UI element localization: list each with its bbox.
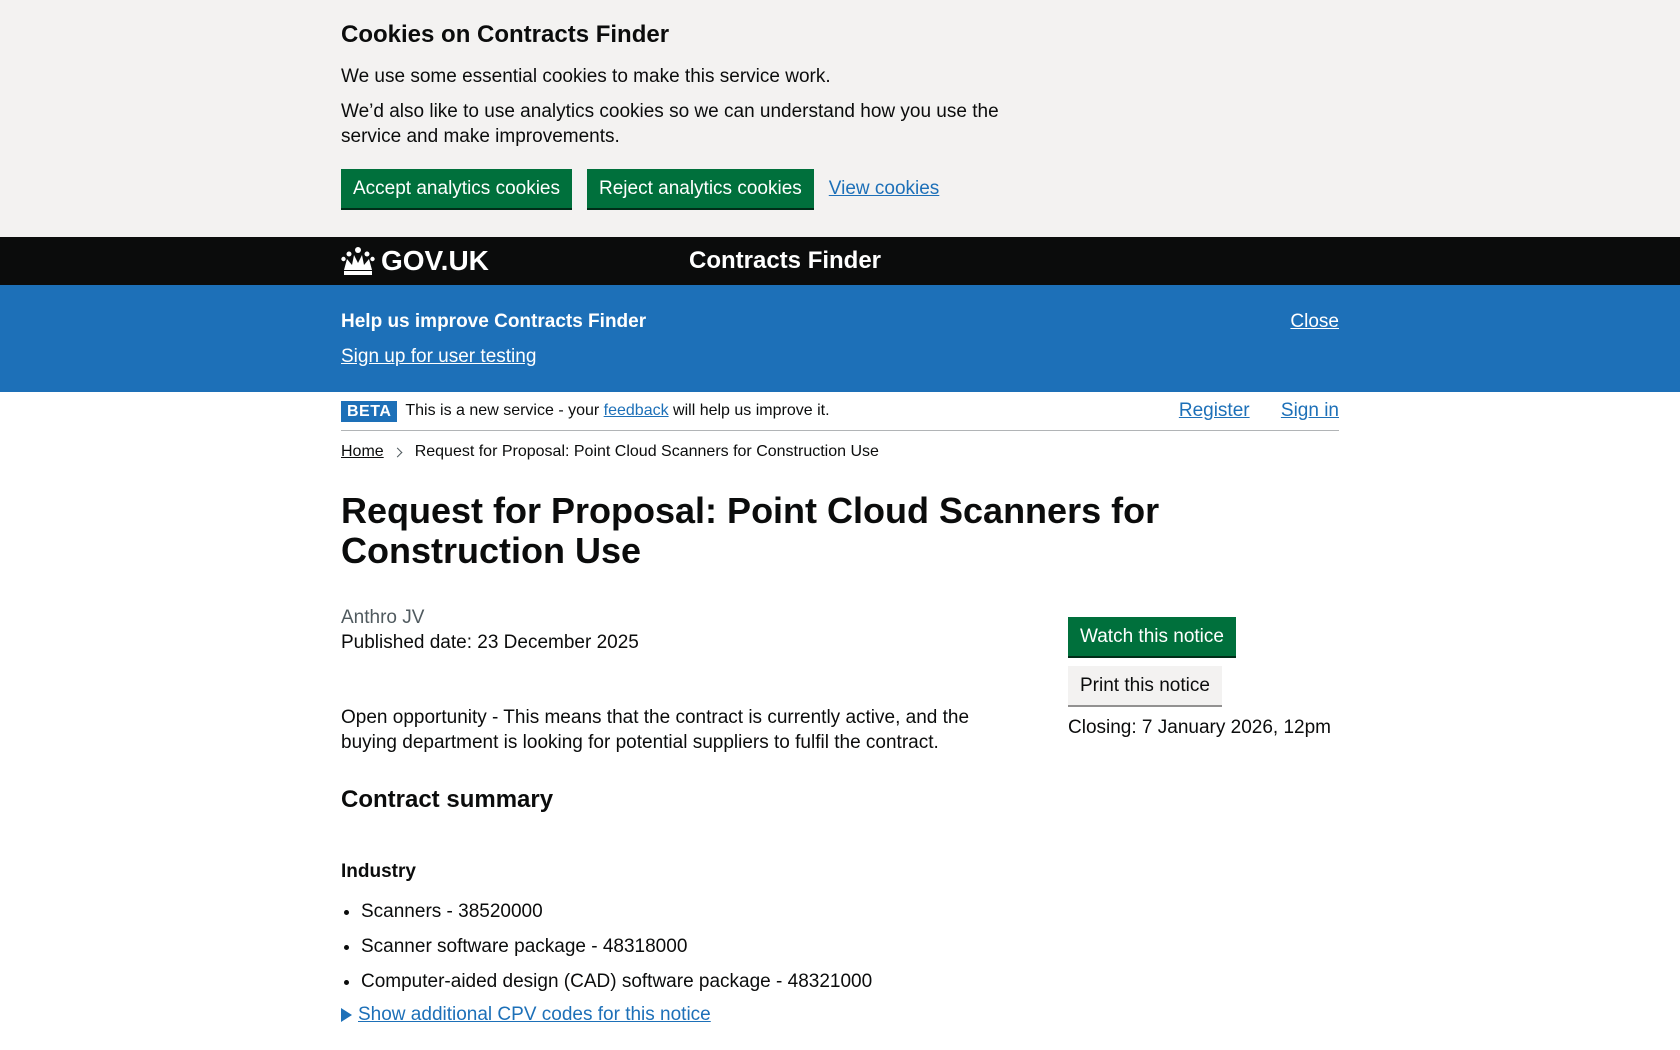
feedback-banner [0,285,1680,392]
beta-tag: BETA [341,401,397,422]
additional-cpv-details[interactable] [341,1004,1068,1026]
page-title: Request for Proposal: Point Cloud Scanners for Construction Use [341,490,1160,571]
govuk-logo-text: GOV.UK [381,245,489,276]
user-testing-signup-link[interactable]: Sign up for user testing [341,346,537,367]
cpv-code-item: • Scanner software package - 48318000 [361,934,1068,959]
cookie-banner-actions [341,169,1339,208]
cpv-code-list [341,899,1068,994]
phase-banner [341,392,1339,431]
breadcrumb-home-link[interactable]: Home [341,443,384,460]
cookie-banner [0,0,1680,237]
cookie-banner-text-essential: We use some essential cookies to make this service work. [341,66,831,87]
notice-main-column [341,605,1068,1026]
site-header [0,237,1680,285]
chevron-right-icon [392,447,402,457]
cpv-code-item: • Scanners - 38520000 [361,899,1068,924]
disclosure-triangle-icon [341,1008,352,1022]
close-banner-link[interactable]: Close [1290,311,1339,332]
breadcrumb [341,441,1339,463]
contract-summary-heading: Contract summary [341,786,554,813]
account-links [1153,400,1339,422]
notice-actions-column [1068,605,1339,1026]
govuk-logo-link[interactable] [341,245,689,277]
watch-notice-button[interactable]: Watch this notice [1068,617,1236,656]
service-name-link[interactable]: Contracts Finder [689,247,882,274]
register-link[interactable]: Register [1178,400,1250,421]
phase-text-after: will help us improve it. [668,402,830,419]
show-additional-cpv-codes-link[interactable]: Show additional CPV codes for this notice [358,1004,711,1025]
closing-date: Closing: 7 January 2026, 12pm [1068,717,1331,738]
cookie-banner-title: Cookies on Contracts Finder [341,21,670,48]
phase-banner-text [405,402,829,420]
notice-status-text: Open opportunity - This means that the contract is currently active, and the buying department is looking for potential suppliers to fulfil the contract. [341,707,970,753]
accept-analytics-cookies-button[interactable]: Accept analytics cookies [341,169,572,208]
cpv-code-item: • Computer-aided design (CAD) software package - 48321000 [361,969,1068,994]
organisation-name: Anthro JV [341,607,425,628]
industry-heading: Industry [341,861,416,882]
feedback-banner-title: Help us improve Contracts Finder [341,311,647,332]
notice-content [341,605,1339,1026]
reject-analytics-cookies-button[interactable]: Reject analytics cookies [587,169,814,208]
feedback-link[interactable]: feedback [603,402,669,419]
print-notice-button[interactable]: Print this notice [1068,666,1222,705]
crown-icon [341,246,375,276]
phase-text-before: This is a new service - your [405,402,604,419]
view-cookies-link[interactable]: View cookies [828,178,940,199]
published-date: Published date: 23 December 2025 [341,632,639,653]
sign-in-link[interactable]: Sign in [1280,400,1339,421]
breadcrumb-current: Request for Proposal: Point Cloud Scanners for Construction Use [414,443,879,460]
cookie-banner-text-analytics: We’d also like to use analytics cookies so we can understand how you use the service and make improvements. [341,101,999,147]
